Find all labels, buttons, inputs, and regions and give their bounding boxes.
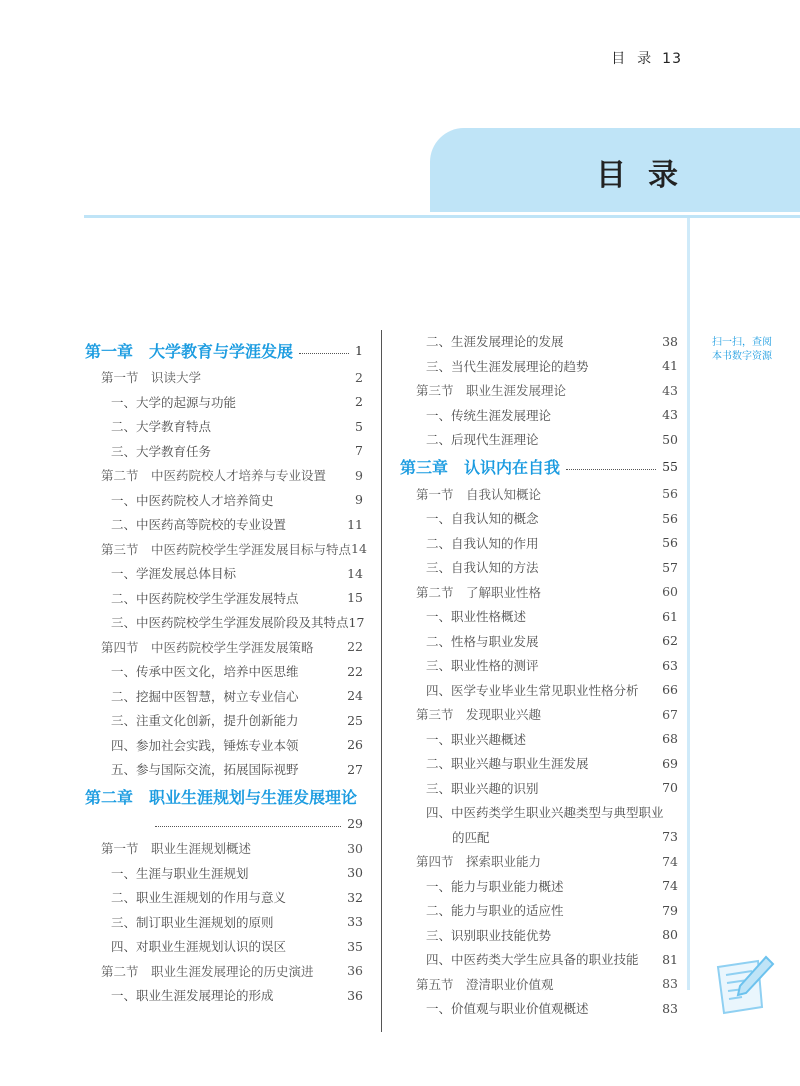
toc-entry-title: 二、大学教育特点 (111, 419, 212, 435)
toc-item-row[interactable] (400, 996, 678, 1021)
toc-page-number: 7 (355, 443, 363, 459)
toc-entry-title: 一、价值观与职业价值观概述 (426, 1001, 589, 1017)
toc-page-number: 56 (662, 510, 678, 526)
header-divider (84, 215, 800, 218)
toc-page-number: 81 (662, 951, 678, 967)
toc-entry-title: 四、医学专业毕业生常见职业性格分析 (426, 682, 639, 698)
toc-page-number: 57 (662, 559, 678, 575)
toc-item-row[interactable] (85, 861, 363, 886)
toc-entry-title: 二、自我认知的作用 (426, 535, 539, 551)
toc-item-row[interactable] (400, 555, 678, 580)
toc-page-number: 74 (662, 878, 678, 894)
toc-entry-title: 三、大学教育任务 (111, 443, 212, 459)
toc-section-row[interactable] (400, 702, 678, 727)
running-head (611, 48, 682, 68)
toc-entry-title: 二、能力与职业的适应性 (426, 903, 564, 919)
toc-page-number: 27 (347, 761, 363, 777)
toc-entry-title: 三、当代生涯发展理论的趋势 (426, 358, 589, 374)
toc-item-row[interactable] (400, 947, 678, 972)
toc-chapter-row[interactable] (400, 452, 678, 482)
toc-page-number: 61 (662, 608, 678, 624)
toc-left-column (85, 335, 367, 1008)
toc-entry-title: 三、职业兴趣的识别 (426, 780, 539, 796)
toc-entry-title: 第四节 探索职业能力 (416, 854, 542, 870)
toc-page-number: 2 (355, 369, 363, 385)
toc-page-number: 68 (662, 731, 678, 747)
toc-page-number: 41 (662, 358, 678, 374)
toc-page-number: 50 (662, 431, 678, 447)
toc-entry-title: 第三节 职业生涯发展理论 (416, 383, 567, 399)
toc-entry-title: 的匹配 (452, 829, 490, 845)
toc-item-row[interactable] (85, 659, 363, 684)
toc-page-number: 43 (662, 382, 678, 398)
toc-item-row[interactable] (400, 604, 678, 629)
toc-section-row[interactable] (85, 635, 363, 660)
toc-page-number: 56 (662, 535, 678, 551)
toc-item-row[interactable] (400, 923, 678, 948)
toc-entry-title: 第三章 认识内在自我 (400, 458, 561, 477)
toc-item-row[interactable] (400, 427, 678, 452)
toc-page-number: 30 (347, 840, 363, 856)
notepad-pencil-icon (716, 955, 776, 1015)
dot-leader (299, 353, 349, 354)
toc-page-number: 9 (355, 492, 363, 508)
toc-entry-title: 一、自我认知的概念 (426, 511, 539, 527)
toc-page-number: 32 (347, 889, 363, 905)
toc-page-number: 33 (347, 914, 363, 930)
toc-entry-title: 一、传承中医文化，培养中医思维 (111, 664, 299, 680)
toc-item-row[interactable] (400, 751, 678, 776)
toc-item-row[interactable] (400, 727, 678, 752)
toc-page-number: 17 (348, 614, 365, 630)
toc-page-number: 25 (347, 712, 363, 728)
toc-entry-title: 第二章 职业生涯规划与生涯发展理论 (85, 788, 358, 807)
toc-entry-title: 一、生涯与职业生涯规划 (111, 865, 249, 881)
page-title: 目录 (596, 158, 700, 193)
column-divider (381, 330, 382, 1032)
toc-page-number: 26 (347, 737, 363, 753)
toc-item-row[interactable] (85, 684, 363, 709)
toc-item-row[interactable] (85, 708, 363, 733)
toc-cont-row[interactable] (400, 825, 678, 850)
toc-section-row[interactable] (85, 836, 363, 861)
toc-page-number: 83 (662, 1000, 678, 1016)
toc-item-row[interactable] (400, 531, 678, 556)
dot-leader (155, 826, 341, 827)
toc-item-row[interactable] (400, 506, 678, 531)
toc-item-row[interactable] (400, 653, 678, 678)
toc-section-row[interactable] (400, 580, 678, 605)
toc-page-number: 9 (355, 467, 363, 483)
toc-page-number: 43 (662, 407, 678, 423)
toc-entry-title: 二、挖掘中医智慧，树立专业信心 (111, 688, 299, 704)
toc-section-row[interactable] (400, 972, 678, 997)
toc-page-number: 24 (347, 688, 363, 704)
scan-note-line1: 扫一扫，查阅 (712, 337, 772, 348)
toc-page-number: 74 (662, 853, 678, 869)
toc-item-row[interactable] (85, 439, 363, 464)
toc-item-row[interactable] (85, 488, 363, 513)
toc-page-number: 63 (662, 657, 678, 673)
toc-page-number: 2 (355, 394, 363, 410)
toc-item-row[interactable] (85, 733, 363, 758)
toc-entry-title: 二、性格与职业发展 (426, 633, 539, 649)
running-head-title: 目 录 (611, 51, 653, 67)
toc-page-number: 55 (662, 459, 678, 474)
toc-item-row[interactable] (400, 678, 678, 703)
toc-item-row[interactable] (85, 757, 363, 782)
toc-entry-title: 二、后现代生涯理论 (426, 432, 539, 448)
toc-item-row[interactable] (85, 414, 363, 439)
toc-section-row[interactable] (400, 378, 678, 403)
toc-page-number: 79 (662, 902, 678, 918)
toc-entry-title: 第一章 大学教育与学涯发展 (85, 341, 294, 361)
toc-item-row[interactable] (400, 800, 678, 825)
toc-page-number: 66 (662, 682, 678, 698)
toc-page-number: 22 (347, 663, 363, 679)
toc-page-number: 36 (347, 987, 363, 1003)
margin-divider (687, 218, 690, 990)
toc-page-number: 35 (347, 938, 363, 954)
toc-chapter-row[interactable] (85, 782, 363, 812)
toc-item-row[interactable] (400, 776, 678, 801)
toc-item-row[interactable] (85, 934, 363, 959)
toc-entry-title: 三、制订职业生涯规划的原则 (111, 914, 274, 930)
toc-page-number: 14 (347, 565, 363, 581)
toc-entry-title: 一、中医药院校人才培养简史 (111, 492, 274, 508)
toc-page-number: 38 (662, 333, 678, 349)
toc-entry-title: 一、职业生涯发展理论的形成 (111, 988, 274, 1004)
toc-item-row[interactable] (85, 512, 363, 537)
toc-entry-title: 一、能力与职业能力概述 (426, 878, 564, 894)
toc-item-row[interactable] (400, 898, 678, 923)
toc-entry-title: 二、生涯发展理论的发展 (426, 334, 564, 350)
toc-entry-title: 三、职业性格的测评 (426, 658, 539, 674)
toc-page-number: 14 (351, 541, 367, 557)
toc-page-number: 83 (662, 976, 678, 992)
toc-entry-title: 三、自我认知的方法 (426, 560, 539, 576)
toc-section-row[interactable] (85, 463, 363, 488)
toc-entry-title: 一、职业性格概述 (426, 609, 527, 625)
toc-entry-title: 三、识别职业技能优势 (426, 927, 552, 943)
toc-entry-title: 第三节 发现职业兴趣 (416, 707, 542, 723)
toc-chapter-row[interactable] (85, 335, 363, 365)
toc-dots-row[interactable] (85, 812, 363, 837)
toc-section-row[interactable] (85, 959, 363, 984)
toc-entry-title: 第三节 中医药院校学生学涯发展目标与特点 (101, 541, 352, 557)
toc-page-number: 80 (662, 927, 678, 943)
dot-leader (566, 469, 656, 470)
toc-entry-title: 四、中医药类大学生应具备的职业技能 (426, 952, 639, 968)
toc-page-number: 30 (347, 865, 363, 881)
toc-section-row[interactable] (400, 482, 678, 507)
toc-item-row[interactable] (400, 329, 678, 354)
toc-entry-title: 五、参与国际交流，拓展国际视野 (111, 762, 299, 778)
toc-item-row[interactable] (400, 874, 678, 899)
toc-entry-title: 第一节 职业生涯规划概述 (101, 841, 252, 857)
toc-section-row[interactable] (400, 849, 678, 874)
toc-section-row[interactable] (85, 365, 363, 390)
toc-entry-title: 二、中医药院校学生学涯发展特点 (111, 590, 299, 606)
toc-item-row[interactable] (400, 403, 678, 428)
toc-entry-title: 第五节 澄清职业价值观 (416, 976, 554, 992)
toc-page-number: 60 (662, 584, 678, 600)
toc-page-number: 1 (355, 342, 363, 358)
scan-note-line2: 本书数字资源 (712, 351, 772, 362)
page-number: 13 (662, 51, 682, 67)
toc-entry-title: 二、中医药高等院校的专业设置 (111, 517, 287, 533)
toc-page-number: 69 (662, 755, 678, 771)
toc-item-row[interactable] (85, 390, 363, 415)
toc-entry-title: 二、职业兴趣与职业生涯发展 (426, 756, 589, 772)
toc-page-number: 15 (347, 590, 363, 606)
toc-entry-title: 四、参加社会实践，锤炼专业本领 (111, 737, 299, 753)
toc-item-row[interactable] (400, 354, 678, 379)
toc-entry-title: 第四节 中医药院校学生学涯发展策略 (101, 639, 314, 655)
toc-entry-title: 第一节 识读大学 (101, 370, 202, 386)
toc-entry-title: 一、职业兴趣概述 (426, 731, 527, 747)
toc-right-column (400, 329, 678, 1021)
toc-entry-title: 三、注重文化创新，提升创新能力 (111, 713, 299, 729)
toc-page-number: 36 (347, 963, 363, 979)
toc-section-row[interactable] (85, 537, 367, 562)
toc-item-row[interactable] (85, 586, 363, 611)
toc-entry-title: 一、大学的起源与功能 (111, 394, 237, 410)
toc-item-row[interactable] (400, 629, 678, 654)
toc-page-number: 29 (347, 816, 363, 832)
toc-entry-title: 一、学涯发展总体目标 (111, 566, 237, 582)
scan-qr-note[interactable] (712, 336, 772, 364)
toc-item-row[interactable] (85, 885, 363, 910)
toc-entry-title: 四、对职业生涯规划认识的误区 (111, 939, 287, 955)
toc-entry-title: 一、传统生涯发展理论 (426, 407, 552, 423)
toc-item-row[interactable] (85, 610, 363, 635)
toc-page-number: 70 (662, 780, 678, 796)
toc-entry-title: 四、中医药类学生职业兴趣类型与典型职业 (426, 805, 664, 821)
toc-page-number: 22 (347, 639, 363, 655)
toc-page-number: 67 (662, 706, 678, 722)
toc-page-number: 56 (662, 486, 678, 502)
toc-page-number: 11 (347, 516, 363, 532)
toc-entry-title: 第二节 职业生涯发展理论的历史演进 (101, 963, 314, 979)
toc-entry-title: 三、中医药院校学生学涯发展阶段及其特点 (111, 615, 349, 631)
toc-item-row[interactable] (85, 983, 363, 1008)
toc-entry-title: 第一节 自我认知概论 (416, 486, 542, 502)
toc-entry-title: 第二节 中医药院校人才培养与专业设置 (101, 468, 327, 484)
toc-page-number: 62 (662, 633, 678, 649)
toc-item-row[interactable] (85, 561, 363, 586)
toc-entry-title: 二、职业生涯规划的作用与意义 (111, 890, 287, 906)
toc-entry-title: 第二节 了解职业性格 (416, 584, 542, 600)
toc-item-row[interactable] (85, 910, 363, 935)
toc-page-number: 5 (355, 418, 363, 434)
toc-page-number: 73 (662, 829, 678, 845)
